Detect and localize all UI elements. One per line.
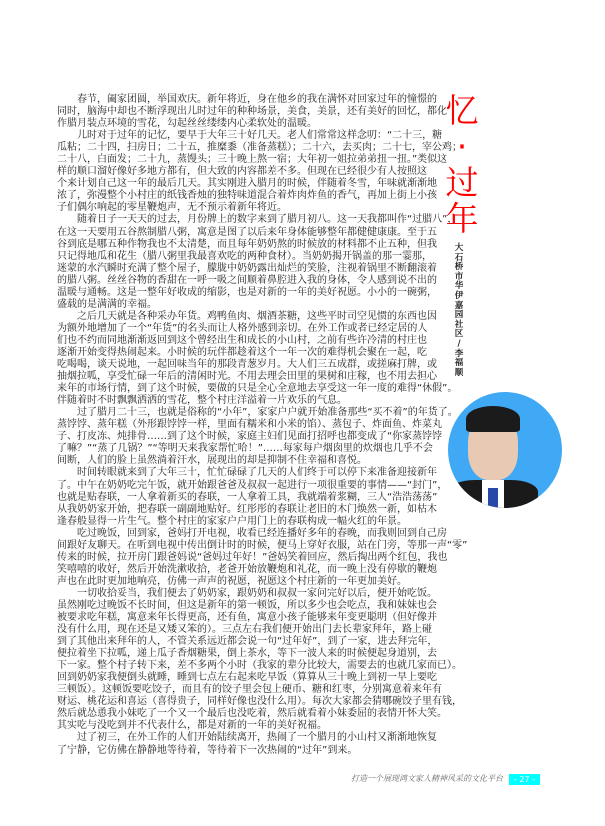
title-char: 忆 — [445, 91, 479, 130]
paragraph-line: 过了初三，在外工作的人们开始陆续离开，热闹了一个腊月的小山村又渐渐地恢复 — [77, 732, 437, 744]
paragraph-line: 子们偶尔响起的零星鞭炮声，无不预示着新年将近。 — [57, 202, 287, 214]
paragraph-line: 迷蒙的水汽瞬时充满了整个屋子，朦胧中奶奶露出灿烂的笑脸，注视着锅里不断翻滚着 — [57, 262, 437, 274]
paragraph-line: 三顿饭）。这顿饭要吃饺子，而且有的饺子里会包上硬币、糖和红枣，分别寓意着来年有 — [57, 684, 442, 696]
byline-char: 顺 — [454, 367, 464, 378]
paragraph-line: 了嘛？”“蒸了几锅？”“等明天来我家帮忙哈！”……每家每户烟囱里的炊烟也几乎不会 — [57, 443, 433, 455]
paragraph-line: 们也不约而同地渐渐返回到这个曾经出生和成长的小山村，之前有些许冷清的村庄也 — [57, 334, 427, 346]
byline-char: 园 — [454, 310, 464, 321]
paragraph-line: 盛载的是满满的幸福。 — [57, 298, 157, 310]
paragraph-line: 来年的市场行情，到了这个时候，要做的只是全心全意地去享受这一年一度的难得“休假”。 — [57, 383, 458, 395]
paragraph-line: 子、打皮冻、炖排骨……到了这个时候，家庭主妇们见面打招呼也都变成了“你家蒸饽饽 — [57, 431, 443, 443]
author-byline — [453, 244, 465, 378]
paragraph-line: 只记得地瓜和花生（腊八粥里我最喜欢吃的两种食材）。当奶奶揭开锅盖的那一霎那， — [57, 250, 432, 262]
paragraph-line: 间跟好友聊天。在听到电视中传出倒计时的时候，便马上穿好衣服，站在门旁，等那一声“零” — [57, 539, 468, 551]
paragraph-line: 蒸饽饽、蒸年糕（外形跟饽饽一样，里面有糯米和小米的馅）、蒸包子、炸面鱼、炸菜丸 — [57, 419, 442, 431]
paragraph-line: 浓了，弥漫整个小村庄的纸钱香烛的独特味道混合着炸肉炸鱼的香气，再加上街上小孩 — [57, 190, 437, 202]
paragraph-line: 传来的时候，拉开房门跟爸妈说“爸妈过年好！”爸妈笑着回应，然后掏出两个红包，我也 — [57, 551, 448, 563]
paragraph-line: 了宁静，它仿佛在静静地等待着，等待着下一次热闹的“过年”到来。 — [57, 744, 358, 756]
byline-char: 社 — [454, 319, 464, 330]
byline-char: 石 — [454, 252, 464, 263]
paragraph-line: 间断，人们的脸上虽然淌着汗水，展现出的却是抑制不住幸福和喜悦。 — [57, 455, 367, 467]
paragraph-line: 之后几天就是各种采办年货。鸡鸭鱼肉、烟酒茶糖，这些平时司空见惯的东西也因 — [77, 310, 437, 322]
paragraph-line: 也就是贴春联，一人拿着新买的春联，一人拿着工具，我就端着浆糊，三人“浩浩荡荡” — [57, 491, 438, 503]
paragraph-line: 为额外地增加了一个“年货”的名头而让人格外感到亲切。在外工作或者已经定居的人 — [57, 322, 428, 334]
byline-char: / — [457, 338, 461, 349]
paragraph-line: 样的顺口溜好像好多地方都有，但大致的内容都差不多。但现在已经很少有人按照这 — [57, 166, 427, 178]
paragraph-line: 伴随着时不时飘飘洒洒的雪花，整个村庄洋溢着一片欢乐的气息。 — [57, 395, 347, 407]
paragraph-line: 笑嘻嘻的收好，然后开始洗漱收拾，老爸开始放鞭炮和礼花，而一晚上没有停歇的鞭炮 — [57, 563, 437, 575]
paragraph-line: 没有什么用，现在还是又矮又笨的）。三点左右我们便开始出门去长辈家拜年，路上碰 — [57, 624, 432, 636]
paragraph-line: 财运、桃花运和喜运（喜得贵子，同样好像也没什么用）。每次大家都会猜哪碗饺子里有钱， — [57, 696, 462, 708]
paragraph-line: 逢春般显得一片生气。整个村庄的家家户户用门上的春联构成一幅火红的年景。 — [57, 515, 407, 527]
paragraph-line: 瓜粘；二十四，扫房日；二十五，推糜黍（准备蒸糕）；二十六，去买肉；二十七，宰公鸡； — [57, 142, 462, 154]
paragraph-line: 二十八，白面发；二十九，蒸馒头；三十晚上熬一宿；大年初一姐拉弟弟扭一扭。”类似这 — [57, 154, 448, 166]
byline-char: 桥 — [454, 262, 464, 273]
paragraph-line: 虽然刚吃过晚饭不长时间，但这是新年的第一顿饭，所以多少也会吃点，我和妹妹也会 — [57, 599, 437, 611]
paragraph-line: 的腊八粥。丝丝谷物的香甜在一呼一吸之间顺着鼻腔进入我的身体，令人感到说不出的 — [57, 274, 437, 286]
paragraph-line: 其实吃与没吃到并不代表什么，都是对新的一年的美好祝福。 — [57, 720, 327, 732]
paragraph-line: 抽烟拉呱，享受忙碌一年后的清闲时光。不用去理会田里的果树和庄稼，也不用去担心 — [57, 371, 437, 383]
paragraph-line: 了。中午在奶奶吃完午饭，就开始跟爸爸及叔叔一起进行一项很重要的事情——“封门”， — [57, 479, 448, 491]
paragraph-line: 作腊月装点环境的雪花，勾起丝丝缕缕内心柔软处的温暖。 — [57, 118, 317, 130]
paragraph-line: 便拉着坐下拉呱，递上瓜子香烟糖果，倒上茶水，等下一波人来的时候便起身道别，去 — [57, 648, 437, 660]
paragraph-line: 回到奶奶家我便倒头就睡，睡到七点左右起来吃早饭（算算从三十晚上到初一早上要吃 — [57, 672, 437, 684]
paragraph-line: 从我奶奶家开始，把春联一副副地贴好。红彤彤的春联让老旧的木门焕然一新，如枯木 — [57, 503, 437, 515]
paragraph-line: 在这一天要用五谷熬制腊八粥，寓意是图了以后来年身体能够整年都健健康康。至于五 — [57, 226, 437, 238]
paragraph-line: 被要求吃年糕，寓意来年长得更高，还有鱼，寓意小孩子能够来年变更聪明（但好像并 — [57, 612, 437, 624]
article-title — [444, 93, 480, 237]
title-char: 年 — [445, 199, 479, 238]
footer-slogan: 打造一个展现鸿文家人精神风采的文化平台 — [351, 774, 503, 783]
byline-char: 华 — [454, 281, 464, 292]
paragraph-line: 同时，脑海中却也不断浮现出儿时过年的种种场景，美食，美景，还有美好的回忆，都化 — [57, 106, 447, 118]
paragraph-line: 儿时对于过年的记忆，要早于大年三十好几天。老人们常常这样念叨：“二十三，糖 — [77, 130, 443, 142]
paragraph-line: 然后就怂恿我小妹吃了一个又一个最后也没吃着，然后就看着小妹委屈的表情开怀大笑。 — [57, 708, 447, 720]
paragraph-line: 声也在此时更加地响亮，仿佛一声声的祝愿，祝愿这个村庄新的一年更加美好。 — [57, 575, 407, 587]
paragraph-line: 逐渐开始变得热闹起来。小时候的玩伴都趁着这个一年一次的难得机会聚在一起，吃 — [57, 346, 427, 358]
article-body — [57, 94, 468, 757]
title-char: · — [456, 127, 468, 166]
author-portrait-icon — [448, 392, 562, 508]
byline-char: 李 — [454, 348, 464, 359]
paragraph-line: 吃过晚饭，回到家，爸妈打开电视，收看已经连播好多年的春晚，而我则回到自己房 — [77, 527, 447, 539]
byline-char: 区 — [454, 329, 464, 340]
page-number: - 27 - — [509, 774, 540, 785]
paragraph-line: 谷到底是哪五种作物我也不太清楚，而且每年奶奶熬的时候放的材料都不止五种，但我 — [57, 238, 437, 250]
paragraph-line: 时间转眼就来到了大年三十，忙忙碌碌了几天的人们终于可以停下来准备迎接新年 — [77, 467, 437, 479]
byline-char: 福 — [454, 358, 464, 369]
paragraph-line: 过了腊月二十三，也就是俗称的“小年”，家家户户就开始准备那些“买不着”的年货了。 — [77, 407, 458, 419]
byline-char: 伊 — [454, 290, 464, 301]
byline-char: 大 — [454, 243, 464, 253]
title-char: 过 — [445, 163, 479, 202]
byline-char: 嘉 — [454, 300, 464, 311]
paragraph-line: 到了其他出来拜年的人，不管关系远近都会说一句“过年好”，到了一家，进去拜完年， — [57, 636, 438, 648]
paragraph-line: 温暖与通畅。这是一整年好收成的缩影，也是对新的一年的美好祝愿。小小的一碗粥， — [57, 286, 437, 298]
paragraph-line: 春节，阖家团圆，举国欢庆。新年将近，身在他乡的我在满怀对回家过年的憧憬的 — [77, 94, 437, 105]
paragraph-line: 个来计划自己这一年的最后几天。其实刚进入腊月的时候，伴随着冬雪，年味就渐渐地 — [57, 178, 437, 190]
paragraph-line: 随着日子一天天的过去，月份牌上的数字来到了腊月初八。这一天我都叫作“过腊八”， — [77, 214, 458, 226]
paragraph-line: 吃喝喝，谈天说地，一起回味当年的那段青葱岁月。大人们三五成群，或搓麻打牌，或 — [57, 359, 437, 371]
byline-char: 市 — [454, 271, 464, 282]
paragraph-line: 一切收拾妥当，我们便去了奶奶家，跟奶奶和叔叔一家问完好以后，便开始吃饭。 — [77, 587, 437, 599]
paragraph-line: 下一家。整个村子转下来，差不多两个小时（我家的辈分比较大，需要去的也就几家而已）。 — [57, 660, 462, 672]
